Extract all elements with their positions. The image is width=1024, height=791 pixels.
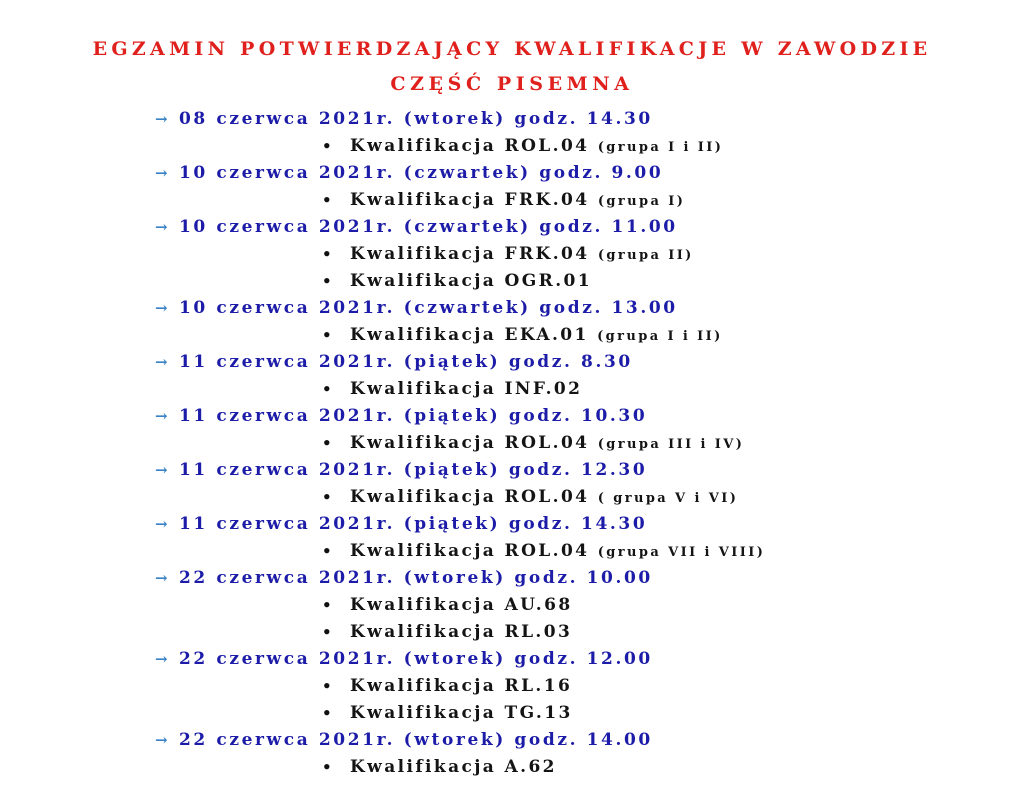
qualification-item xyxy=(0,673,1024,700)
qualification-name: Kwalifikacja EKA.01 xyxy=(350,325,589,345)
qualification-text xyxy=(350,673,572,700)
session-date-row xyxy=(0,295,1024,322)
qualification-name: Kwalifikacja INF.02 xyxy=(350,379,583,399)
right-arrow-icon: → xyxy=(155,407,168,425)
qualification-group: (grupa I i II) xyxy=(597,140,724,155)
qualification-text xyxy=(350,430,744,458)
bullet-icon: • xyxy=(322,542,332,560)
right-arrow-icon: → xyxy=(155,731,168,749)
qualification-text xyxy=(350,619,572,646)
session-date: 10 czerwca 2021r. (czwartek) godz. 9.00 xyxy=(179,163,664,183)
right-arrow-icon: → xyxy=(155,569,168,587)
right-arrow-icon: → xyxy=(155,110,168,128)
session-date: 22 czerwca 2021r. (wtorek) godz. 14.00 xyxy=(179,730,653,750)
qualification-text xyxy=(350,376,582,403)
bullet-icon: • xyxy=(322,677,332,695)
qualification-item xyxy=(0,376,1024,403)
qualification-text xyxy=(350,754,557,781)
qualification-name: Kwalifikacja ROL.04 xyxy=(350,487,590,507)
document-subtitle: CZĘŚĆ PISEMNA xyxy=(390,73,634,95)
qualification-item xyxy=(0,322,1024,349)
session-date-row xyxy=(0,214,1024,241)
bullet-icon: • xyxy=(322,326,332,344)
qualification-name: Kwalifikacja FRK.04 xyxy=(350,190,590,210)
session-date: 11 czerwca 2021r. (piątek) godz. 12.30 xyxy=(179,460,648,480)
bullet-icon: • xyxy=(322,488,332,506)
bullet-icon: • xyxy=(322,596,332,614)
qualification-name: Kwalifikacja FRK.04 xyxy=(350,244,590,264)
bullet-icon: • xyxy=(322,380,332,398)
qualification-text xyxy=(350,322,723,350)
session-date-row xyxy=(0,349,1024,376)
bullet-icon: • xyxy=(322,623,332,641)
right-arrow-icon: → xyxy=(155,515,168,533)
session-date-row xyxy=(0,511,1024,538)
bullet-icon: • xyxy=(322,704,332,722)
qualification-text xyxy=(350,268,592,295)
qualification-name: Kwalifikacja A.62 xyxy=(350,757,557,777)
qualification-item xyxy=(0,430,1024,457)
right-arrow-icon: → xyxy=(155,164,168,182)
qualification-name: Kwalifikacja ROL.04 xyxy=(350,136,590,156)
qualification-group: (grupa III i IV) xyxy=(597,437,745,452)
qualification-item xyxy=(0,268,1024,295)
qualification-text xyxy=(350,484,738,512)
bullet-icon: • xyxy=(322,137,332,155)
qualification-text xyxy=(350,241,694,269)
qualification-text xyxy=(350,538,765,566)
qualification-name: Kwalifikacja OGR.01 xyxy=(350,271,592,291)
qualification-text xyxy=(350,187,685,215)
qualification-item xyxy=(0,538,1024,565)
bullet-icon: • xyxy=(322,758,332,776)
qualification-item xyxy=(0,619,1024,646)
session-date-row xyxy=(0,727,1024,754)
right-arrow-icon: → xyxy=(155,353,168,371)
qualification-text xyxy=(350,700,573,727)
qualification-group: (grupa I i II) xyxy=(597,329,723,344)
right-arrow-icon: → xyxy=(155,218,168,236)
qualification-name: Kwalifikacja RL.03 xyxy=(350,622,573,642)
session-date-row xyxy=(0,565,1024,592)
bullet-icon: • xyxy=(322,245,332,263)
session-date-row xyxy=(0,457,1024,484)
qualification-group: (grupa II) xyxy=(597,248,694,263)
exam-schedule-list xyxy=(0,106,1024,781)
session-date: 11 czerwca 2021r. (piątek) godz. 10.30 xyxy=(179,406,648,426)
qualification-name: Kwalifikacja AU.68 xyxy=(350,595,573,615)
qualification-item xyxy=(0,754,1024,781)
right-arrow-icon: → xyxy=(155,650,168,668)
qualification-item xyxy=(0,592,1024,619)
qualification-item xyxy=(0,484,1024,511)
qualification-name: Kwalifikacja TG.13 xyxy=(350,703,573,723)
qualification-group: (grupa I) xyxy=(597,194,686,209)
session-date-row xyxy=(0,646,1024,673)
qualification-item xyxy=(0,187,1024,214)
bullet-icon: • xyxy=(322,272,332,290)
qualification-name: Kwalifikacja RL.16 xyxy=(350,676,573,696)
qualification-group: ( grupa V i VI) xyxy=(597,491,739,506)
right-arrow-icon: → xyxy=(155,461,168,479)
qualification-name: Kwalifikacja ROL.04 xyxy=(350,433,590,453)
bullet-icon: • xyxy=(322,434,332,452)
qualification-name: Kwalifikacja ROL.04 xyxy=(350,541,590,561)
session-date-row xyxy=(0,403,1024,430)
session-date-row xyxy=(0,106,1024,133)
session-date: 22 czerwca 2021r. (wtorek) godz. 10.00 xyxy=(179,568,653,588)
session-date: 10 czerwca 2021r. (czwartek) godz. 11.00 xyxy=(179,217,678,237)
session-date: 22 czerwca 2021r. (wtorek) godz. 12.00 xyxy=(179,649,653,669)
qualification-item xyxy=(0,700,1024,727)
session-date: 11 czerwca 2021r. (piątek) godz. 14.30 xyxy=(179,514,648,534)
session-date: 11 czerwca 2021r. (piątek) godz. 8.30 xyxy=(179,352,633,372)
qualification-item xyxy=(0,241,1024,268)
right-arrow-icon: → xyxy=(155,299,168,317)
qualification-text xyxy=(350,133,723,161)
qualification-item xyxy=(0,133,1024,160)
session-date: 10 czerwca 2021r. (czwartek) godz. 13.00 xyxy=(179,298,678,318)
document-title: EGZAMIN POTWIERDZAJĄCY KWALIFIKACJE W ZAWODZIE xyxy=(92,38,932,60)
qualification-group: (grupa VII i VIII) xyxy=(597,545,766,560)
session-date: 08 czerwca 2021r. (wtorek) godz. 14.30 xyxy=(179,109,653,129)
qualification-text xyxy=(350,592,573,619)
session-date-row xyxy=(0,160,1024,187)
bullet-icon: • xyxy=(322,191,332,209)
